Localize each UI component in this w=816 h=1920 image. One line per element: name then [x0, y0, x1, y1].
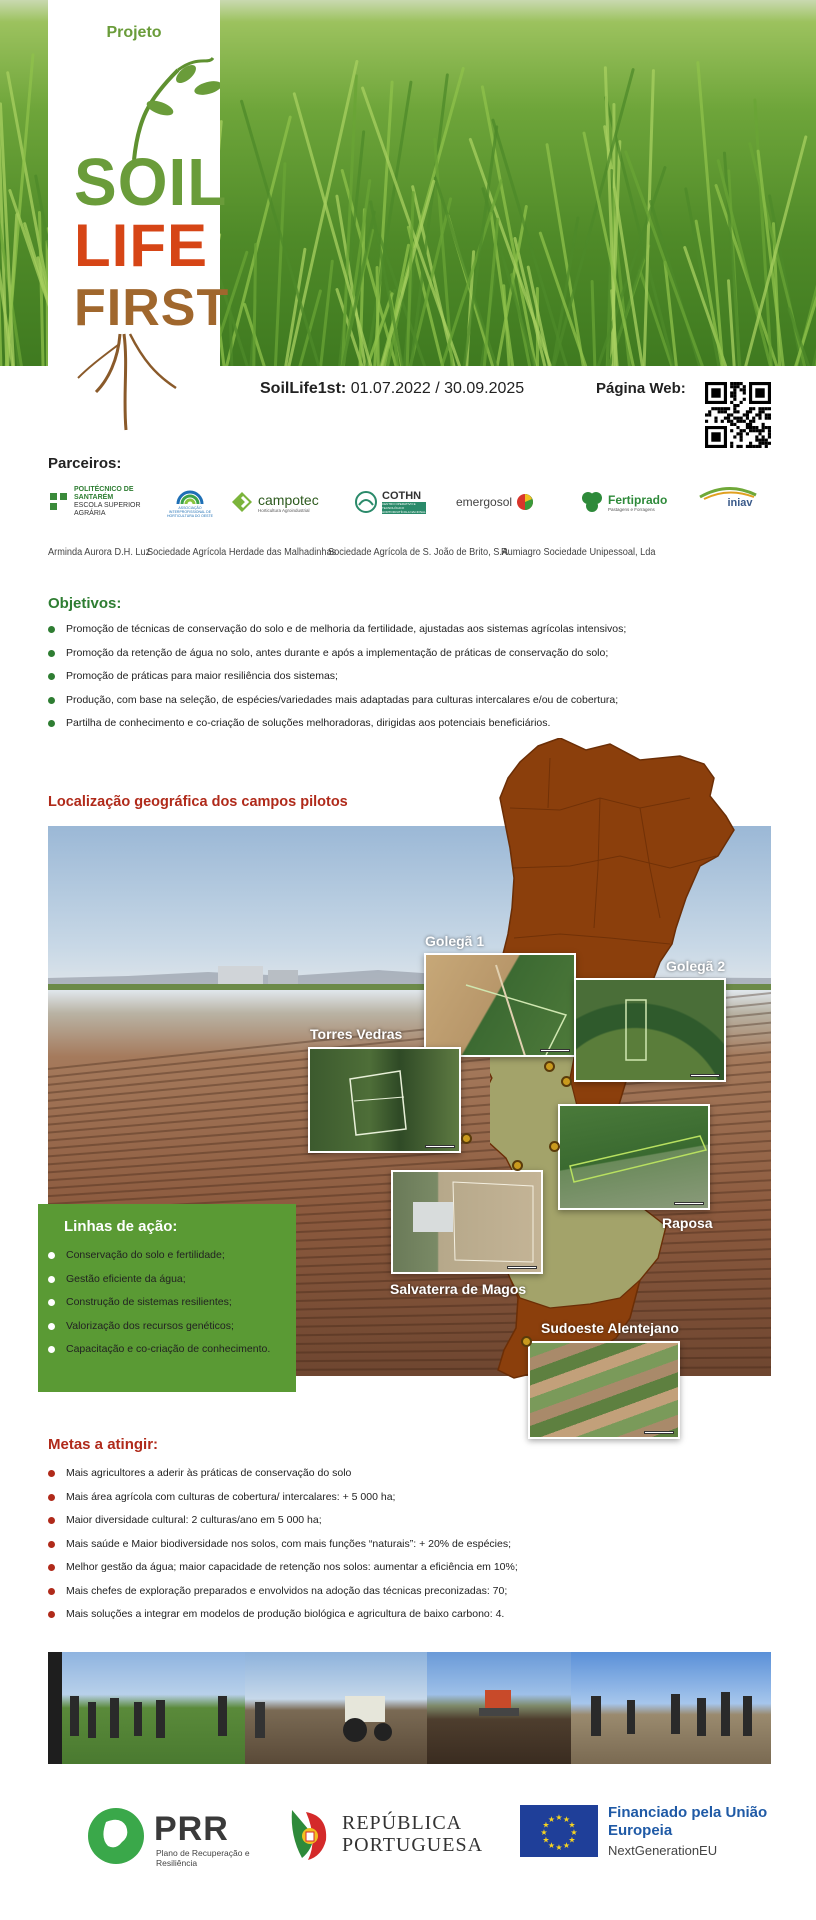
- republica-portuguesa-text: REPÚBLICA PORTUGUESA: [342, 1812, 484, 1856]
- goal-item: Maior diversidade cultural: 2 culturas/ano em 5 000 ha;: [48, 1513, 518, 1537]
- qr-module: [758, 413, 761, 416]
- objectives-title: Objetivos:: [48, 595, 122, 612]
- qr-module: [752, 420, 755, 423]
- qr-module: [727, 420, 730, 423]
- qr-module: [746, 417, 749, 420]
- goals-list: [48, 1466, 518, 1631]
- qr-code-icon[interactable]: [705, 382, 771, 448]
- partner-logo-emergosol: [456, 485, 534, 519]
- objective-item: Promoção da retenção de água no solo, antes durante e após a implementação de práticas de conservação do solo;: [48, 646, 626, 670]
- qr-module: [730, 395, 733, 398]
- partner-logo-campotec: [230, 485, 319, 519]
- qr-module: [743, 391, 746, 394]
- qr-module: [768, 417, 771, 420]
- qr-module: [768, 413, 771, 416]
- partner-logo-politecnico: [48, 485, 154, 519]
- eu-star: ★: [570, 1828, 578, 1837]
- eu-star: ★: [562, 1840, 571, 1850]
- qr-module: [727, 417, 730, 420]
- qr-module: [705, 413, 708, 416]
- qr-module: [749, 423, 752, 426]
- qr-module: [733, 382, 736, 385]
- qr-module: [730, 382, 733, 385]
- qr-module: [733, 435, 736, 438]
- partner-name-aiho: ASSOCIAÇÃO INTERPROFISSIONAL DE HORTICULTURA DO OESTE: [167, 506, 213, 518]
- qr-module: [730, 391, 733, 394]
- qr-module: [740, 432, 743, 435]
- action-item: Capacitação e co-criação de conhecimento.: [48, 1342, 270, 1366]
- photo-tractor-seeding: [245, 1652, 427, 1764]
- logo-projeto-label: Projeto: [106, 24, 162, 41]
- partner-name-fertiprado: Fertiprado: [608, 492, 668, 507]
- qr-module: [714, 407, 717, 410]
- next-generation-eu-text: NextGenerationEU: [608, 1843, 718, 1858]
- qr-module: [733, 407, 736, 410]
- qr-module: [746, 423, 749, 426]
- qr-module: [752, 407, 755, 410]
- qr-module: [740, 420, 743, 423]
- objective-item: Promoção de práticas para maior resiliência dos sistemas;: [48, 669, 626, 693]
- grass-blade: [807, 147, 816, 366]
- partner-logo-iniav: [698, 485, 758, 519]
- site-pin-sudoeste[interactable]: [521, 1336, 532, 1347]
- fertiprado-clover-icon: [580, 490, 604, 514]
- qr-module: [749, 426, 752, 429]
- qr-module: [736, 445, 739, 448]
- qr-module: [758, 407, 761, 410]
- field-outline: [393, 1172, 543, 1274]
- partner-sub-campotec: Horticultura Agroindustrial: [258, 507, 310, 513]
- qr-module: [736, 385, 739, 388]
- qr-module: [708, 410, 711, 413]
- qr-module: [740, 439, 743, 442]
- eu-star: ★: [547, 1840, 556, 1850]
- partner-logo-fertiprado: [580, 485, 667, 519]
- qr-module: [730, 445, 733, 448]
- qr-module: [755, 439, 758, 442]
- grass-blade: [481, 85, 541, 366]
- prr-subtitle: Plano de Recuperação e Resiliência: [156, 1848, 250, 1868]
- goal-item: Mais chefes de exploração preparados e envolvidos na adoção das técnicas preconizadas: 70;: [48, 1584, 518, 1608]
- actions-title: Linhas de ação:: [64, 1218, 178, 1235]
- qr-module: [762, 435, 765, 438]
- qr-module: [758, 439, 761, 442]
- qr-module: [768, 435, 771, 438]
- qr-module: [755, 435, 758, 438]
- goals-title: Metas a atingir:: [48, 1436, 159, 1453]
- qr-module: [714, 417, 717, 420]
- map-scale-bar: [425, 1145, 455, 1148]
- field-outline: [576, 980, 726, 1082]
- qr-module: [743, 420, 746, 423]
- objectives-list: [48, 622, 626, 740]
- actions-list: [48, 1248, 270, 1366]
- partner-text-malhadinhas: Sociedade Agrícola Herdade das Malhadinhas: [147, 547, 337, 558]
- logo-word-life: LIFE: [74, 212, 208, 279]
- qr-module: [743, 429, 746, 432]
- qr-module: [733, 385, 736, 388]
- emergosol-icon: [516, 493, 534, 511]
- field-outline: [426, 955, 576, 1057]
- site-label-golega-2: Golegã 2: [666, 958, 726, 974]
- qr-module: [755, 445, 758, 448]
- eu-star: ★: [540, 1828, 548, 1837]
- goal-item: Melhor gestão da água; maior capacidade de retenção nos solos: aumentar a eficiência em 10%;: [48, 1560, 518, 1584]
- qr-module: [736, 417, 739, 420]
- objective-item: Promoção de técnicas de conservação do solo e de melhoria da fertilidade, ajustadas aos sistemas agrícolas intensivos;: [48, 622, 626, 646]
- site-pin-torres-vedras[interactable]: [461, 1133, 472, 1144]
- qr-module: [765, 439, 768, 442]
- photo-strip: [48, 1652, 771, 1764]
- qr-module: [762, 426, 765, 429]
- qr-module: [733, 404, 736, 407]
- action-lines-box: [38, 1204, 296, 1392]
- site-label-torres-vedras: Torres Vedras: [310, 1026, 403, 1042]
- dates-value: 01.07.2022 / 30.09.2025: [350, 380, 525, 397]
- eu-funded-text: Financiado pela União Europeia: [608, 1804, 768, 1839]
- qr-module: [730, 420, 733, 423]
- qr-module: [749, 445, 752, 448]
- qr-module: [746, 410, 749, 413]
- qr-module: [730, 401, 733, 404]
- partner-sub-politecnico: ESCOLA SUPERIOR AGRÁRIA: [74, 502, 141, 517]
- qr-module: [752, 429, 755, 432]
- qr-module: [708, 413, 711, 416]
- qr-module: [736, 432, 739, 435]
- qr-module: [765, 426, 768, 429]
- partners-title: Parceiros:: [48, 455, 122, 472]
- eu-star: ★: [568, 1820, 576, 1830]
- qr-module: [765, 442, 768, 445]
- qr-module: [733, 388, 736, 391]
- satellite-golega-2[interactable]: [574, 978, 726, 1082]
- action-item: Construção de sistemas resilientes;: [48, 1295, 270, 1319]
- eu-star: ★: [547, 1815, 556, 1825]
- qr-module: [755, 429, 758, 432]
- aiho-rainbow-icon: [175, 485, 205, 505]
- objective-item: Partilha de conhecimento e co-criação de soluções melhoradoras, dirigidas aos potenciais beneficiários.: [48, 716, 626, 740]
- qr-module: [762, 410, 765, 413]
- satellite-salvaterra[interactable]: [391, 1170, 543, 1274]
- qr-module: [758, 410, 761, 413]
- qr-module: [730, 385, 733, 388]
- qr-module: [730, 413, 733, 416]
- eu-stars: [520, 1805, 598, 1857]
- partner-sub-fertiprado: Pastagens e Forragens: [608, 506, 655, 512]
- goal-item: Mais saúde e Maior biodiversidade nos solos, com mais funções “naturais”: + 20% de espécies;: [48, 1537, 518, 1561]
- qr-module: [740, 429, 743, 432]
- qr-module: [740, 417, 743, 420]
- qr-module: [733, 417, 736, 420]
- qr-module: [755, 413, 758, 416]
- map-scale-bar: [690, 1074, 720, 1077]
- qr-module: [755, 426, 758, 429]
- qr-module: [743, 388, 746, 391]
- action-item: Conservação do solo e fertilidade;: [48, 1248, 270, 1272]
- qr-module: [762, 439, 765, 442]
- eu-star: ★: [542, 1820, 550, 1830]
- partner-name-emergosol: emergosol: [456, 495, 513, 509]
- qr-module: [749, 442, 752, 445]
- qr-module: [746, 432, 749, 435]
- photo-field-demonstration: [571, 1652, 771, 1764]
- qr-module: [714, 420, 717, 423]
- qr-module: [746, 426, 749, 429]
- campotec-icon: [230, 490, 254, 514]
- partner-name-politecnico: POLITÉCNICO DE SANTARÉM: [74, 486, 134, 501]
- qr-module: [762, 407, 765, 410]
- field-outline: [310, 1049, 461, 1153]
- partner-text-arminda: Arminda Aurora D.H. Luz: [48, 547, 151, 558]
- photo-tillage-machine: [427, 1652, 571, 1764]
- qr-module: [758, 442, 761, 445]
- qr-module: [740, 401, 743, 404]
- action-item: Gestão eficiente da água;: [48, 1272, 270, 1296]
- qr-module: [758, 432, 761, 435]
- qr-module: [733, 391, 736, 394]
- qr-module: [768, 432, 771, 435]
- qr-module: [736, 410, 739, 413]
- qr-module: [749, 410, 752, 413]
- qr-module: [727, 413, 730, 416]
- politecnico-icon: [48, 491, 70, 513]
- objective-item: Produção, com base na seleção, de espécies/variedades mais adaptadas para culturas intercalares e/ou de cobertura;: [48, 693, 626, 717]
- qr-module: [733, 398, 736, 401]
- logo-word-soil: SOIL: [74, 144, 228, 220]
- qr-module: [765, 417, 768, 420]
- prr-logo-icon: [86, 1806, 146, 1866]
- qr-module: [765, 445, 768, 448]
- qr-module: [727, 407, 730, 410]
- qr-module: [724, 417, 727, 420]
- people-silhouettes: [571, 1652, 771, 1764]
- goal-item: Mais área agrícola com culturas de cobertura/ intercalares: + 5 000 ha;: [48, 1490, 518, 1514]
- qr-module: [752, 426, 755, 429]
- partner-name-cothn: COTHN: [382, 490, 422, 502]
- qr-module: [743, 385, 746, 388]
- map-scale-bar: [644, 1431, 674, 1434]
- qr-module: [768, 426, 771, 429]
- eu-star: ★: [562, 1815, 571, 1825]
- partner-logo-aiho: [160, 485, 220, 519]
- partner-text-sao-joao: Sociedade Agrícola de S. João de Brito, S.A.: [328, 547, 511, 558]
- qr-module: [736, 426, 739, 429]
- project-dates: [260, 380, 524, 398]
- qr-module: [718, 410, 721, 413]
- site-label-golega-1: Golegã 1: [425, 933, 485, 949]
- qr-module: [736, 420, 739, 423]
- qr-module: [743, 413, 746, 416]
- partner-sub-cothn: CENTRO OPERATIVO E TECNOLÓGICO HORTOFRUTÍCOLA NACIONAL: [382, 502, 426, 514]
- qr-module: [768, 407, 771, 410]
- qr-module: [755, 388, 764, 397]
- grass-blade: [243, 303, 272, 366]
- qr-module: [711, 407, 714, 410]
- grass-blade: [3, 53, 35, 366]
- qr-module: [765, 407, 768, 410]
- eu-star: ★: [542, 1835, 550, 1845]
- qr-module: [758, 429, 761, 432]
- qr-module: [730, 423, 733, 426]
- qr-module: [752, 417, 755, 420]
- qr-module: [762, 442, 765, 445]
- site-pin-golega-1[interactable]: [544, 1061, 555, 1072]
- qr-module: [724, 410, 727, 413]
- qr-module: [758, 417, 761, 420]
- qr-module: [765, 413, 768, 416]
- grass-blade: [273, 162, 286, 366]
- tractor-icon: [245, 1652, 427, 1764]
- qr-module: [718, 407, 721, 410]
- qr-module: [711, 388, 720, 397]
- qr-module: [749, 420, 752, 423]
- web-page-label: Página Web:: [596, 380, 686, 397]
- satellite-torres-vedras[interactable]: [308, 1047, 461, 1153]
- qr-module: [736, 382, 739, 385]
- prr-title: PRR: [154, 1810, 229, 1848]
- satellite-sudoeste[interactable]: [528, 1341, 680, 1439]
- qr-module: [721, 407, 724, 410]
- qr-module: [749, 407, 752, 410]
- site-pin-raposa[interactable]: [549, 1141, 560, 1152]
- qr-module: [740, 382, 743, 385]
- grass-blade: [591, 280, 597, 366]
- qr-module: [758, 445, 761, 448]
- project-logo: [48, 0, 230, 366]
- qr-module: [724, 407, 727, 410]
- photo-field-visit-group: [48, 1652, 245, 1764]
- logo-word-first: FIRST: [74, 279, 230, 337]
- qr-module: [740, 445, 743, 448]
- location-title: Localização geográfica dos campos pilotos: [48, 794, 348, 810]
- qr-module: [730, 442, 733, 445]
- qr-module: [740, 435, 743, 438]
- qr-module: [733, 423, 736, 426]
- people-silhouettes: [48, 1652, 245, 1764]
- qr-module: [749, 429, 752, 432]
- partner-text-rumiagro: Rumiagro Sociedade Unipessoal, Lda: [501, 547, 656, 558]
- map-scale-bar: [507, 1266, 537, 1269]
- site-label-sudoeste: Sudoeste Alentejano: [541, 1320, 679, 1336]
- qr-module: [743, 398, 746, 401]
- grass-blade: [811, 90, 816, 366]
- field-outline: [560, 1106, 710, 1210]
- eu-star: ★: [568, 1835, 576, 1845]
- satellite-raposa[interactable]: [558, 1104, 710, 1210]
- satellite-golega-1[interactable]: [424, 953, 576, 1057]
- action-item: Valorização dos recursos genéticos;: [48, 1319, 270, 1343]
- qr-module: [733, 410, 736, 413]
- qr-module: [762, 423, 765, 426]
- site-pin-golega-2[interactable]: [561, 1076, 572, 1087]
- site-label-salvaterra: Salvaterra de Magos: [390, 1281, 527, 1297]
- goal-item: Mais soluções a integrar em modelos de produção biológica e agricultura de baixo carbono: 4.: [48, 1607, 518, 1631]
- qr-module: [736, 404, 739, 407]
- partner-name-iniav: iniav: [727, 497, 753, 509]
- dates-label: SoilLife1st:: [260, 380, 347, 397]
- eu-star: ★: [555, 1843, 563, 1852]
- site-pin-salvaterra[interactable]: [512, 1160, 523, 1171]
- qr-module: [768, 442, 771, 445]
- qr-module: [705, 420, 708, 423]
- map-scale-bar: [674, 1202, 704, 1205]
- qr-module: [746, 413, 749, 416]
- cothn-icon: [354, 490, 378, 514]
- qr-module: [711, 432, 720, 441]
- qr-module: [752, 445, 755, 448]
- goal-item: Mais agricultores a aderir às práticas de conservação do solo: [48, 1466, 518, 1490]
- qr-module: [768, 429, 771, 432]
- qr-module: [740, 388, 743, 391]
- grass-blade: [317, 260, 334, 366]
- map-scale-bar: [540, 1049, 570, 1052]
- eu-star: ★: [555, 1813, 563, 1822]
- qr-module: [721, 410, 724, 413]
- partner-logo-cothn: [354, 485, 426, 519]
- qr-module: [733, 395, 736, 398]
- qr-module: [730, 429, 733, 432]
- partner-name-campotec: campotec: [258, 491, 319, 508]
- qr-module: [721, 420, 724, 423]
- qr-module: [762, 429, 765, 432]
- republica-portuguesa-emblem-icon: [288, 1806, 330, 1864]
- site-label-raposa: Raposa: [662, 1215, 713, 1231]
- qr-module: [746, 445, 749, 448]
- eu-flag-icon: [520, 1805, 598, 1857]
- machine-icon: [427, 1652, 571, 1764]
